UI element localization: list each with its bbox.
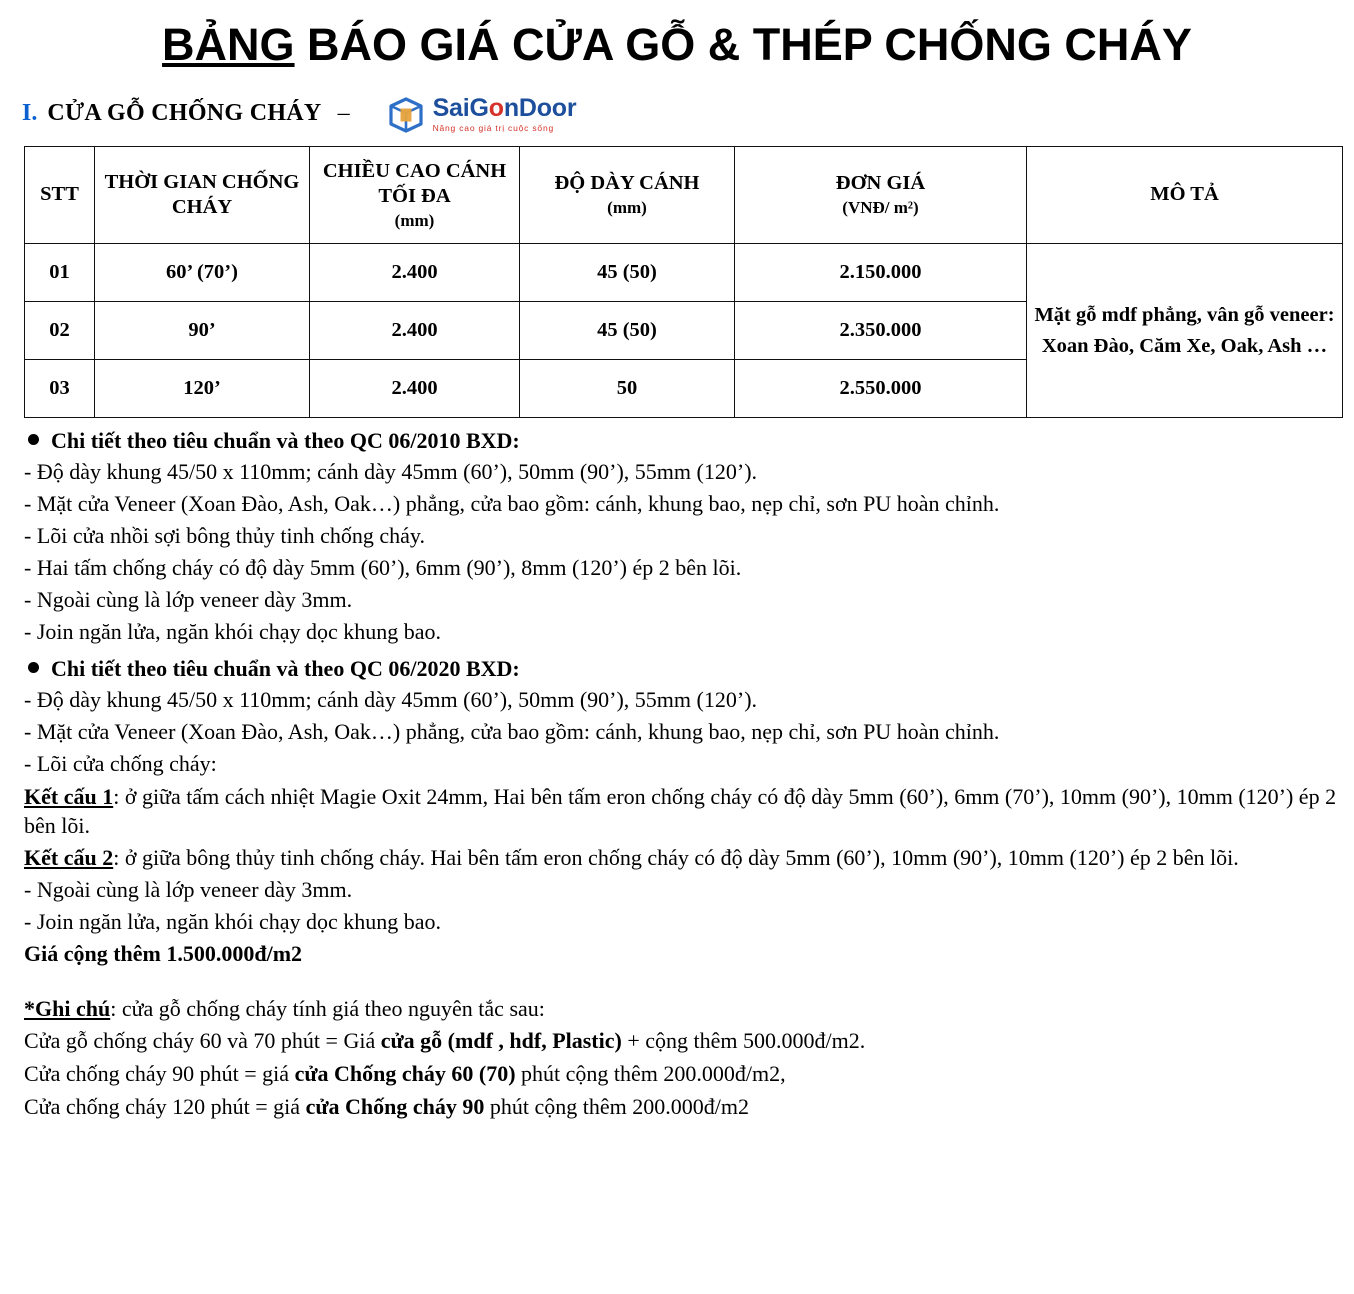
- header-thickness-label: ĐỘ DÀY CÁNH: [554, 172, 700, 194]
- header-price: [735, 146, 1027, 244]
- cell-stt: 03: [25, 360, 95, 418]
- note-rule-2-c: phút cộng thêm 200.000đ/m2,: [515, 1061, 786, 1087]
- cell-description: Mặt gỗ mdf phẳng, vân gỗ veneer: Xoan Đào, Căm Xe, Oak, Ash …: [1027, 244, 1343, 418]
- ket-cau-1: [24, 782, 1340, 840]
- cell-stt: 02: [25, 302, 95, 360]
- note-rule-3: [24, 1092, 1340, 1122]
- detail-line: - Độ dày khung 45/50 x 110mm; cánh dày 45mm (60’), 50mm (90’), 55mm (120’).: [24, 459, 758, 485]
- ket-cau-2: [24, 843, 1340, 872]
- detail-line: - Lõi cửa chống cháy:: [24, 751, 217, 777]
- header-time: [95, 146, 310, 244]
- section-number: I.: [22, 100, 38, 126]
- bullet-heading-2010-text: Chi tiết theo tiêu chuẩn và theo QC 06/2010 BXD:: [51, 428, 520, 454]
- header-description-label: MÔ TẢ: [1150, 183, 1219, 206]
- note-label: *Ghi chú: [24, 995, 111, 1021]
- cell-price: 2.350.000: [735, 302, 1027, 360]
- header-thickness-unit: (mm): [607, 198, 647, 217]
- note-rule-3-b: cửa Chống cháy 90: [305, 1093, 485, 1119]
- note-rule-2-b: cửa Chống cháy 60 (70): [294, 1061, 516, 1087]
- header-thickness: [520, 146, 735, 244]
- note-intro-text: : cửa gỗ chống cháy tính giá theo nguyên tắc sau:: [110, 995, 545, 1021]
- detail-line: - Join ngăn lửa, ngăn khói chạy dọc khung bao.: [24, 908, 442, 934]
- page-title: [14, 20, 1340, 70]
- surcharge-line: Giá cộng thêm 1.500.000đ/m2: [24, 940, 303, 966]
- header-description: [1027, 146, 1343, 244]
- cell-price: 2.550.000: [735, 360, 1027, 418]
- note-block: [14, 994, 1340, 1122]
- cell-thickness: 45 (50): [520, 302, 735, 360]
- details-block-2020: [14, 656, 1340, 967]
- bullet-dot-icon: [28, 662, 39, 673]
- ket-cau-1-label: Kết cấu 1: [24, 783, 114, 809]
- cell-height: 2.400: [310, 302, 520, 360]
- price-table: [24, 146, 1343, 419]
- note-rule-2: [24, 1059, 1340, 1089]
- cell-height: 2.400: [310, 244, 520, 302]
- note-rule-1-a: Cửa gỗ chống cháy 60 và 70 phút = Giá: [24, 1028, 381, 1054]
- table-header-row: [25, 146, 1343, 244]
- note-rule-1-b: cửa gỗ (mdf , hdf, Plastic): [380, 1028, 622, 1054]
- saigondoor-logo: [386, 95, 577, 135]
- section-title: CỬA GỖ CHỐNG CHÁY: [47, 100, 322, 126]
- detail-line: - Hai tấm chống cháy có độ dày 5mm (60’), 6mm (90’), 8mm (120’) ép 2 bên lõi.: [24, 555, 742, 581]
- page-title-underlined-word: BẢNG: [162, 19, 295, 70]
- cell-stt: 01: [25, 244, 95, 302]
- section-heading: [22, 94, 1340, 134]
- cell-time: 120’: [95, 360, 310, 418]
- header-height: [310, 146, 520, 244]
- header-height-unit: (mm): [394, 210, 435, 230]
- ket-cau-2-label: Kết cấu 2: [24, 844, 114, 870]
- note-rule-1-c: + cộng thêm 500.000đ/m2.: [621, 1028, 866, 1054]
- ket-cau-1-text: : ở giữa tấm cách nhiệt Magie Oxit 24mm, Hai bên tấm eron chống cháy có độ dày 5mm (60’), 6mm (70’), 10mm (90’), 10mm (120’) ép 2 bên lõi.: [24, 783, 1337, 838]
- note-rule-3-a: Cửa chống cháy 120 phút = giá: [24, 1093, 306, 1119]
- header-stt: [25, 146, 95, 244]
- note-intro: [24, 994, 1340, 1024]
- header-time-label: THỜI GIAN CHỐNG CHÁY: [104, 170, 300, 218]
- spacer: [14, 971, 1340, 991]
- note-rule-1: [24, 1026, 1340, 1056]
- cell-thickness: 50: [520, 360, 735, 418]
- bullet-heading-2010: [28, 428, 1340, 454]
- detail-line: - Độ dày khung 45/50 x 110mm; cánh dày 45mm (60’), 50mm (90’), 55mm (120’).: [24, 687, 758, 713]
- header-price-unit: (VNĐ/ m²): [842, 198, 919, 217]
- section-dash: –: [337, 100, 350, 126]
- page-title-rest: BÁO GIÁ CỬA GỖ & THÉP CHỐNG CHÁY: [294, 19, 1192, 70]
- header-price-label: ĐƠN GIÁ: [835, 172, 926, 194]
- logo-slogan: Nâng cao giá trị cuộc sống: [432, 123, 555, 134]
- cell-price: 2.150.000: [735, 244, 1027, 302]
- ket-cau-2-text: : ở giữa bông thủy tinh chống cháy. Hai bên tấm eron chống cháy có độ dày 5mm (60’), 10mm (90’), 10mm (120’) ép 2 bên lõi.: [113, 844, 1239, 870]
- note-rule-3-c: phút cộng thêm 200.000đ/m2: [484, 1093, 749, 1119]
- header-stt-label: STT: [40, 183, 79, 206]
- detail-line: - Lõi cửa nhồi sợi bông thủy tinh chống cháy.: [24, 523, 425, 549]
- header-height-label: CHIỀU CAO CÁNH TỐI ĐA: [322, 159, 507, 207]
- cell-thickness: 45 (50): [520, 244, 735, 302]
- cell-height: 2.400: [310, 360, 520, 418]
- detail-line: - Ngoài cùng là lớp veneer dày 3mm.: [24, 587, 353, 613]
- logo-name: SaiGonDoor: [432, 94, 577, 123]
- bullet-heading-2020: [28, 656, 1340, 682]
- table-row: [25, 244, 1343, 302]
- bullet-heading-2020-text: Chi tiết theo tiêu chuẩn và theo QC 06/2020 BXD:: [51, 656, 520, 682]
- detail-line: - Ngoài cùng là lớp veneer dày 3mm.: [24, 876, 353, 902]
- door-cube-icon: [386, 95, 426, 135]
- detail-line: - Mặt cửa Veneer (Xoan Đào, Ash, Oak…) phẳng, cửa bao gồm: cánh, khung bao, nẹp chỉ, sơn PU hoàn chỉnh.: [24, 719, 1000, 745]
- detail-line: - Mặt cửa Veneer (Xoan Đào, Ash, Oak…) phẳng, cửa bao gồm: cánh, khung bao, nẹp chỉ, sơn PU hoàn chỉnh.: [24, 491, 1000, 517]
- bullet-dot-icon: [28, 434, 39, 445]
- note-rule-2-a: Cửa chống cháy 90 phút = giá: [24, 1061, 295, 1087]
- cell-time: 60’ (70’): [95, 244, 310, 302]
- detail-line: - Join ngăn lửa, ngăn khói chạy dọc khung bao.: [24, 619, 442, 645]
- cell-time: 90’: [95, 302, 310, 360]
- logo-text: [433, 96, 577, 133]
- details-block-2010: [14, 428, 1340, 646]
